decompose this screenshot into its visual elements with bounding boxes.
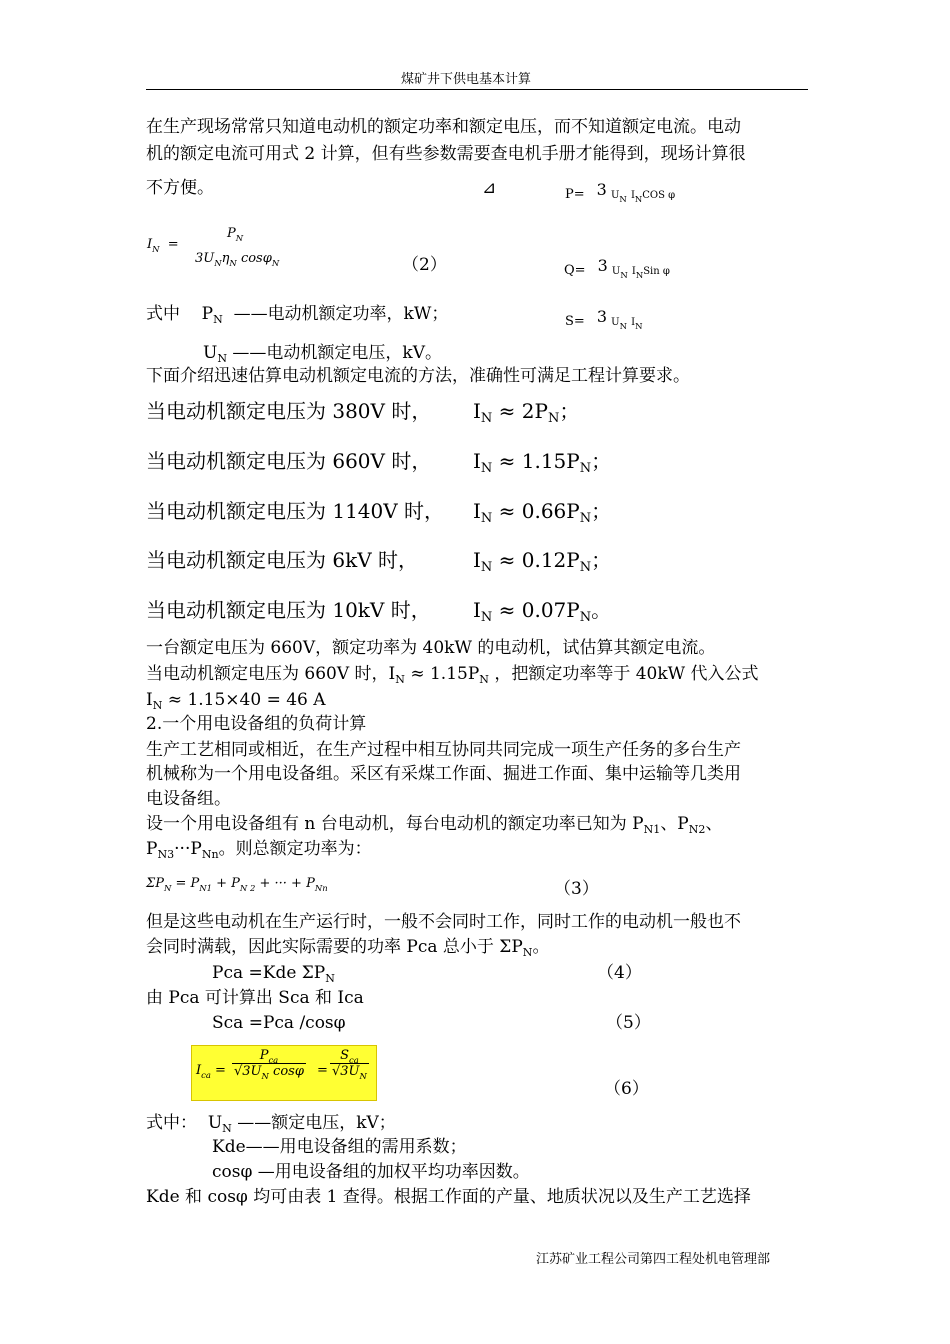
last-line: Kde 和 cosφ 均可由表 1 查得。根据工作面的产量、地质状况以及生产工艺选择 — [146, 1187, 751, 1207]
header-rule — [146, 89, 808, 90]
calc-line: 由 Pca 可计算出 Sca 和 Ica — [146, 988, 364, 1008]
formula-6-fraction-1: $P_{ca}$ $√3U_N$ cosφ — [234, 1048, 304, 1081]
legend-2-un: 式中： $U_N$ ——额定电压，kV； — [146, 1113, 396, 1135]
formula-3: $\Sigma P_N = P_{N1} + P_{N 2}$ + ··· + $P_{Nn}$ — [146, 876, 328, 893]
page-header-title: 煤矿井下供电基本计算 — [401, 72, 532, 87]
formula-6-eq-2: = — [317, 1063, 328, 1078]
formula-6-lhs: $I_{ca}$ = — [196, 1063, 226, 1080]
legend-1-pn: 式中 $P_N$ ——电动机额定功率，kW； — [146, 304, 449, 326]
formula-apparent-power: S= 3 $U_N$ $I_N$ — [565, 307, 643, 331]
estimate-660v: 当电动机额定电压为 660V 时， $I_N \approx 1.15P_N$； — [146, 449, 612, 476]
formula-6-fraction-2: $S_{ca}$ $√3U_N$ — [332, 1048, 367, 1081]
section-2-heading: 2.一个用电设备组的负荷计算 — [146, 714, 367, 734]
formula-6-highlight — [191, 1045, 377, 1101]
formula-5: Sca =Pca /cosφ — [212, 1013, 346, 1033]
formula-3-number: （3） — [554, 879, 599, 899]
example-line-1: 一台额定电压为 660V，额定功率为 40kW 的电动机，试估算其额定电流。 — [146, 638, 716, 658]
formula-2-number: （2） — [402, 255, 447, 275]
para-after-3-line-1: 但是这些电动机在生产运行时，一般不会同时工作，同时工作的电动机一般也不 — [146, 912, 741, 932]
example-line-2: 当电动机额定电压为 660V 时，$I_N \approx 1.15P_N$ ，把额定功率等于 40kW 代入公式 — [146, 664, 759, 686]
formula-reactive-power: Q= 3 $U_N$ $I_NSin$ φ — [564, 256, 670, 280]
section-2-para-line-1: 生产工艺相同或相近，在生产过程中相互协同共同完成一项生产任务的多台生产 — [146, 740, 741, 760]
formula-5-number: （5） — [606, 1013, 651, 1033]
formula-2-denominator: $3U_N\eta_N$ cosφ$_N$ — [195, 251, 280, 268]
method-intro: 下面介绍迅速估算电动机额定电流的方法，准确性可满足工程计算要求。 — [146, 366, 690, 386]
estimate-380v: 当电动机额定电压为 380V 时， $I_N \approx 2P_N$； — [146, 399, 580, 426]
formula-4-number: （4） — [597, 963, 642, 983]
estimate-10kv: 当电动机额定电压为 10kV 时， $I_N \approx 0.07P_N$。 — [146, 598, 612, 625]
example-line-3: $I_N \approx 1.15\times 40 = 46$ A — [146, 690, 326, 712]
legend-1-un: $U_N$ ——电动机额定电压，kV。 — [203, 343, 442, 365]
intro-line-2: 机的额定电流可用式 2 计算，但有些参数需要查电机手册才能得到，现场计算很 — [146, 144, 746, 164]
estimate-1140v: 当电动机额定电压为 1140V 时， $I_N \approx 0.66P_N$； — [146, 499, 612, 526]
section-2-para-line-3: 电设备组。 — [146, 789, 231, 809]
section-2-para-line-4: 设一个用电设备组有 n 台电动机，每台电动机的额定功率已知为 $P_{N1}$、$P_{N2}$、 — [146, 814, 723, 836]
legend-2-cos: cosφ —用电设备组的加权平均功率因数。 — [212, 1162, 530, 1182]
formula-active-power: P= 3 $U_N$ $I_NCOS$ φ — [565, 180, 676, 204]
formula-6-number: （6） — [604, 1079, 649, 1099]
formula-2-numerator: $P_N$ — [227, 226, 244, 243]
estimate-6kv: 当电动机额定电压为 6kV 时， $I_N \approx 0.12P_N$； — [146, 548, 612, 575]
legend-2-kde: Kde——用电设备组的需用系数； — [212, 1137, 467, 1157]
triangle-symbol: ⊿ — [482, 178, 497, 198]
section-2-para-line-2: 机械称为一个用电设备组。采区有采煤工作面、掘进工作面、集中运输等几类用 — [146, 764, 741, 784]
intro-line-3: 不方便。 — [146, 178, 214, 198]
formula-2-lhs: $I_N$ = — [147, 237, 179, 254]
section-2-para-line-5: $P_{N3}\cdot\cdot\cdot P_{Nn}$。则总额定功率为： — [146, 839, 372, 861]
para-after-3-line-2: 会同时满载，因此实际需要的功率 Pca 总小于 $\Sigma P_N$。 — [146, 937, 550, 959]
footer-org: 江苏矿业工程公司第四工程处机电管理部 — [536, 1252, 771, 1267]
formula-4: Pca =Kde $\Sigma P_N$ — [212, 963, 335, 985]
intro-line-1: 在生产现场常常只知道电动机的额定功率和额定电压，而不知道额定电流。电动 — [146, 117, 741, 137]
